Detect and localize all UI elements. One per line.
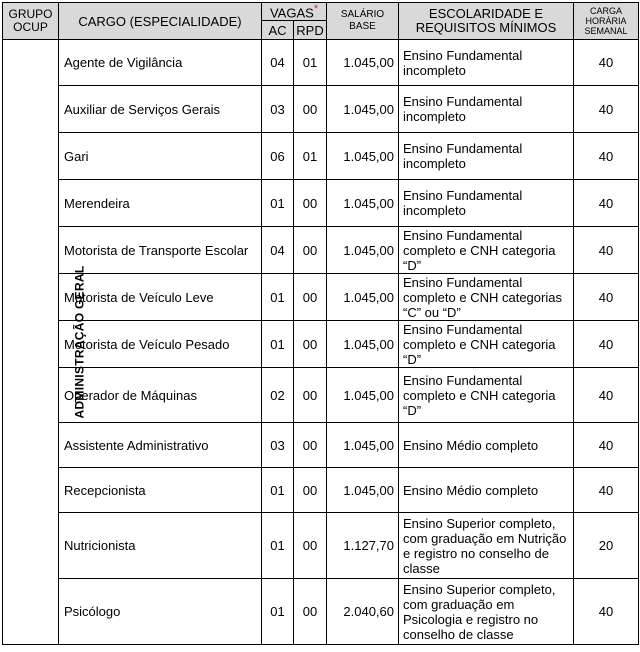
- group-label: ADMINISTRAÇÃO GERAL: [72, 265, 87, 419]
- escolaridade-cell: Ensino Médio completo: [399, 468, 574, 513]
- table-row: [3, 423, 639, 468]
- carga-cell: 40: [574, 227, 639, 274]
- escolaridade-cell: Ensino Fundamental incompleto: [399, 180, 574, 227]
- rpd-cell: 00: [294, 423, 327, 468]
- rpd-cell: 00: [294, 86, 327, 133]
- cargo-cell: Motorista de Veículo Leve: [59, 274, 262, 321]
- carga-cell: 40: [574, 274, 639, 321]
- cargo-cell: Gari: [59, 133, 262, 180]
- rpd-cell: 00: [294, 180, 327, 227]
- header-ac: AC: [262, 21, 294, 40]
- salario-cell: 1.045,00: [327, 274, 399, 321]
- cargo-cell: Assistente Administrativo: [59, 423, 262, 468]
- ac-cell: 06: [262, 133, 294, 180]
- salario-cell: 1.045,00: [327, 468, 399, 513]
- rpd-cell: 00: [294, 468, 327, 513]
- carga-cell: 40: [574, 40, 639, 86]
- carga-cell: 40: [574, 468, 639, 513]
- rpd-cell: 00: [294, 368, 327, 423]
- cargo-cell: Recepcionista: [59, 468, 262, 513]
- table-row: [3, 86, 639, 133]
- escolaridade-cell: Ensino Fundamental completo e CNH categoria “D”: [399, 227, 574, 274]
- carga-cell: 40: [574, 368, 639, 423]
- rpd-cell: 00: [294, 513, 327, 579]
- carga-cell: 40: [574, 133, 639, 180]
- table-row: [3, 321, 639, 368]
- table-row: [3, 227, 639, 274]
- escolaridade-cell: Ensino Fundamental incompleto: [399, 40, 574, 86]
- cargo-cell: Psicólogo: [59, 579, 262, 645]
- header-salario: SALÁRIO BASE: [327, 3, 399, 40]
- carga-cell: 40: [574, 180, 639, 227]
- cargo-cell: Agente de Vigilância: [59, 40, 262, 86]
- escolaridade-cell: Ensino Fundamental completo e CNH categorias “C” ou “D”: [399, 274, 574, 321]
- escolaridade-cell: Ensino Fundamental incompleto: [399, 133, 574, 180]
- salario-cell: 1.045,00: [327, 227, 399, 274]
- cargo-cell: Nutricionista: [59, 513, 262, 579]
- carga-cell: 40: [574, 423, 639, 468]
- ac-cell: 04: [262, 40, 294, 86]
- header-vagas-asterisk: *: [313, 3, 319, 15]
- table-row: [3, 40, 639, 86]
- table-row: [3, 579, 639, 645]
- ac-cell: 03: [262, 86, 294, 133]
- carga-cell: 40: [574, 86, 639, 133]
- salario-cell: 2.040,60: [327, 579, 399, 645]
- rpd-cell: 00: [294, 579, 327, 645]
- salario-cell: 1.045,00: [327, 368, 399, 423]
- ac-cell: 01: [262, 274, 294, 321]
- ac-cell: 02: [262, 368, 294, 423]
- rpd-cell: 01: [294, 133, 327, 180]
- cargo-cell: Motorista de Transporte Escolar: [59, 227, 262, 274]
- header-grupo: GRUPO OCUP: [3, 3, 59, 40]
- escolaridade-cell: Ensino Fundamental completo e CNH categoria “D”: [399, 321, 574, 368]
- table-row: [3, 368, 639, 423]
- salario-cell: 1.045,00: [327, 423, 399, 468]
- salario-cell: 1.045,00: [327, 180, 399, 227]
- salario-cell: 1.045,00: [327, 133, 399, 180]
- escolaridade-cell: Ensino Médio completo: [399, 423, 574, 468]
- header-escolaridade: ESCOLARIDADE E REQUISITOS MÍNIMOS: [399, 3, 574, 40]
- rpd-cell: 01: [294, 40, 327, 86]
- ac-cell: 01: [262, 468, 294, 513]
- salario-cell: 1.045,00: [327, 40, 399, 86]
- cargo-cell: Merendeira: [59, 180, 262, 227]
- ac-cell: 01: [262, 321, 294, 368]
- escolaridade-cell: Ensino Fundamental completo e CNH categoria “D”: [399, 368, 574, 423]
- carga-cell: 40: [574, 321, 639, 368]
- escolaridade-cell: Ensino Fundamental incompleto: [399, 86, 574, 133]
- header-cargo: CARGO (ESPECIALIDADE): [59, 3, 262, 40]
- header-row: [3, 3, 639, 21]
- escolaridade-cell: Ensino Superior completo, com graduação em Psicologia e registro no conselho de classe: [399, 579, 574, 645]
- rpd-cell: 00: [294, 321, 327, 368]
- salario-cell: 1.045,00: [327, 321, 399, 368]
- header-vagas-label: VAGAS: [269, 5, 314, 21]
- ac-cell: 03: [262, 423, 294, 468]
- table-row: [3, 468, 639, 513]
- ac-cell: 01: [262, 579, 294, 645]
- salario-cell: 1.127,70: [327, 513, 399, 579]
- table-row: [3, 133, 639, 180]
- table-row: [3, 180, 639, 227]
- cargo-cell: Operador de Máquinas: [59, 368, 262, 423]
- header-carga: CARGA HORÁRIA SEMANAL: [574, 3, 639, 40]
- carga-cell: 40: [574, 579, 639, 645]
- rpd-cell: 00: [294, 274, 327, 321]
- vacancy-table: [2, 2, 639, 645]
- table-row: [3, 513, 639, 579]
- table-body: [3, 40, 639, 645]
- ac-cell: 04: [262, 227, 294, 274]
- ac-cell: 01: [262, 513, 294, 579]
- rpd-cell: 00: [294, 227, 327, 274]
- cargo-cell: Auxiliar de Serviços Gerais: [59, 86, 262, 133]
- header-vagas: [262, 3, 327, 21]
- cargo-cell: Motorista de Veículo Pesado: [59, 321, 262, 368]
- ac-cell: 01: [262, 180, 294, 227]
- header-rpd: RPD: [294, 21, 327, 40]
- carga-cell: 20: [574, 513, 639, 579]
- salario-cell: 1.045,00: [327, 86, 399, 133]
- escolaridade-cell: Ensino Superior completo, com graduação em Nutrição e registro no conselho de classe: [399, 513, 574, 579]
- table-row: [3, 274, 639, 321]
